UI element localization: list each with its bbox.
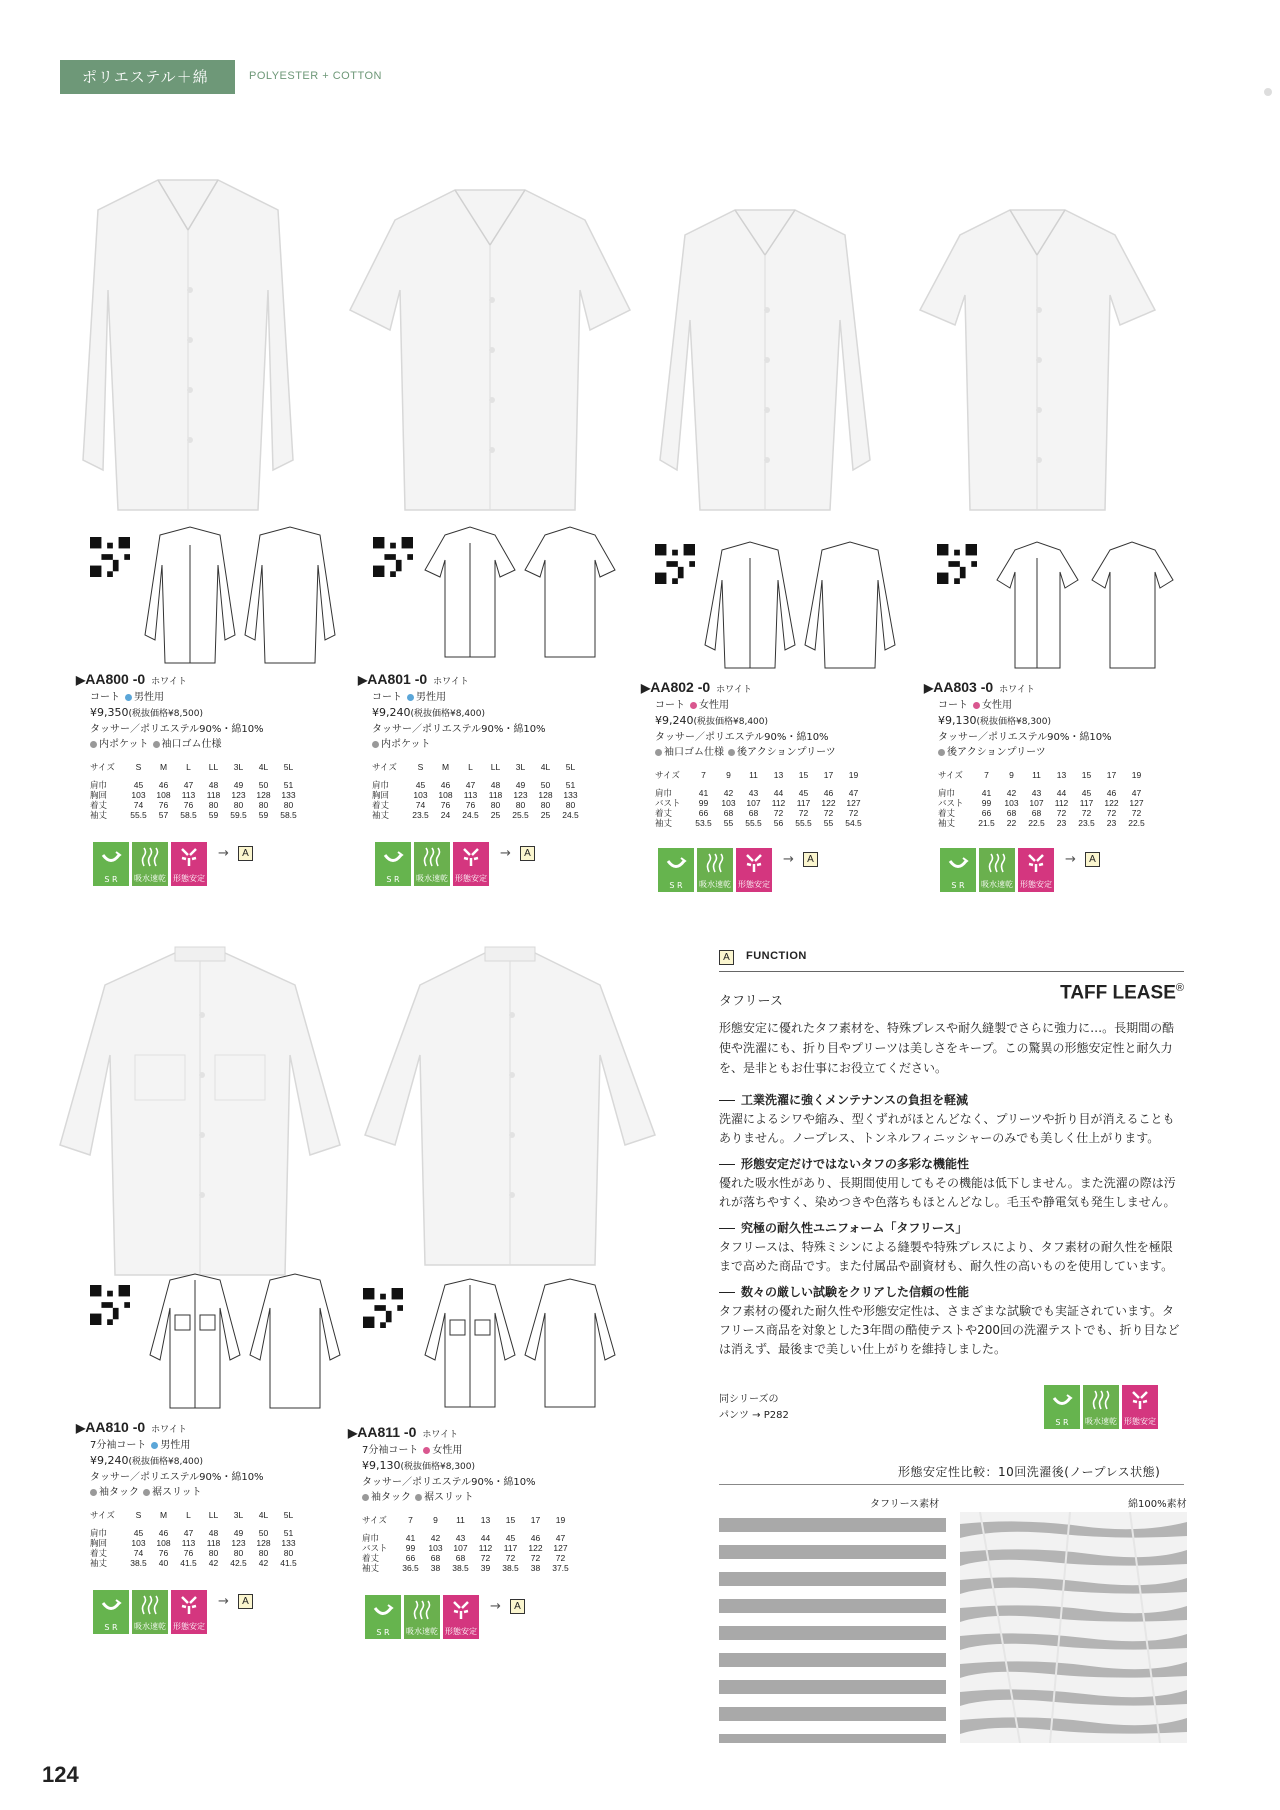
sr-badge: S R <box>93 842 129 886</box>
shape-stable-icon <box>743 852 765 874</box>
sr-curve-icon <box>100 1594 122 1616</box>
category-band: ポリエステル＋綿 <box>60 60 235 94</box>
function-title: タフリース TAFF LEASE® <box>719 982 1184 1009</box>
shape-stable-badge: 形態安定 <box>171 842 207 886</box>
qr-code-icon[interactable] <box>655 544 695 584</box>
water-wave-icon <box>704 852 726 874</box>
function-badges: S R 吸水速乾 形態安定 → A <box>93 842 263 886</box>
product-info-aa802: ▶AA802 -0 ホワイト コート 女性用 ¥9,240(税抜価格¥8,400) タッサー／ポリエステル90%・綿10% 袖口ゴム仕様 後アクションプリーツ サイズ 7 9 11 13 15 17 19 肩巾 41 42 43 44 45 46 47 バスト 99 103 107 112 117 122 127 着丈 66 68 68 72 72 72 72 袖丈 53.5 55 55.5 56 55.5 55 54.5 <box>641 678 871 828</box>
water-absorb-badge: 吸水速乾 <box>1083 1385 1119 1429</box>
function-section: 工業洗濯に強くメンテナンスの負担を軽減 洗濯によるシワや縮み、型くずれがほとんどなく、プリーツや折り目が消えることもありません。ノープレス、トンネルフィニッシャーのみでも美しく仕上がります。 <box>719 1093 1175 1145</box>
tech-drawing-aa810 <box>145 1270 345 1410</box>
water-absorb-badge: 吸水速乾 <box>979 848 1015 892</box>
product-code: ▶AA810 -0 ホワイト <box>76 1419 187 1435</box>
comparison-label-left: タフリース素材 <box>870 1499 940 1510</box>
shape-stable-icon <box>1129 1389 1151 1411</box>
function-panel <box>719 948 1184 1359</box>
product-info-aa801: ▶AA801 -0 ホワイト コート 男性用 ¥9,240(税抜価格¥8,400) タッサー／ポリエステル90%・綿10% 内ポケット サイズ S M L LL 3L 4L 5L 肩巾 45 46 47 48 49 50 51 胸回 103 108 113 118 123 128 133 着丈 74 76 76 80 80 80 80 袖丈 23.5 24 24.5 25 25.5 25 24.5 <box>358 670 588 820</box>
water-wave-icon <box>139 846 161 868</box>
sr-badge: S R <box>93 1590 129 1634</box>
sr-curve-icon <box>372 1599 394 1621</box>
shape-stable-icon <box>178 1594 200 1616</box>
water-absorb-badge: 吸水速乾 <box>132 842 168 886</box>
series-link[interactable]: 同シリーズの パンツ → P282 <box>719 1394 789 1421</box>
product-code: ▶AA802 -0 ホワイト <box>641 679 752 695</box>
product-photo-aa811 <box>360 945 660 1275</box>
comparison-title: 形態安定性比較：10回洗濯後(ノープレス状態) <box>898 1465 1161 1479</box>
product-photo-aa803 <box>915 200 1160 520</box>
sr-badge: S R <box>658 848 694 892</box>
function-badges: S R 吸水速乾 形態安定 → A <box>658 848 828 892</box>
product-code: ▶AA801 -0 ホワイト <box>358 671 469 687</box>
water-wave-icon <box>139 1594 161 1616</box>
sr-curve-icon <box>947 852 969 874</box>
sr-badge: S R <box>375 842 411 886</box>
water-wave-icon <box>411 1599 433 1621</box>
category-english: POLYESTER + COTTON <box>249 70 382 82</box>
tech-drawing-aa802 <box>700 540 900 670</box>
size-table: サイズ S M L LL 3L 4L 5L 肩巾 45 46 47 48 49 50 51 胸回 103 108 113 118 123 128 133 着丈 74 76 76 80 80 80 80 袖丈 55.5 57 58.5 59 59.5 59 58.5 <box>90 762 297 820</box>
fabric-swatch-taff <box>719 1512 946 1743</box>
shape-stable-icon <box>450 1599 472 1621</box>
shape-stable-badge: 形態安定 <box>453 842 489 886</box>
qr-code-icon[interactable] <box>90 537 130 577</box>
sr-curve-icon <box>665 852 687 874</box>
sr-curve-icon <box>1051 1389 1073 1411</box>
shape-stable-badge: 形態安定 <box>443 1595 479 1639</box>
function-intro: 形態安定に優れたタフ素材を、特殊プレスや耐久縫製でさらに強力に…。長期間の酷使や洗濯にも、折り目やプリーツは美しさをキープ。この驚異の形態安定性と耐久力を、是非ともお仕事にお役立てください。 <box>719 1021 1175 1075</box>
product-photo-aa801 <box>345 180 635 520</box>
sr-badge: S R <box>940 848 976 892</box>
fabric-swatch-cotton <box>960 1512 1187 1743</box>
sr-curve-icon <box>100 846 122 868</box>
water-wave-icon <box>1090 1389 1112 1411</box>
water-wave-icon <box>986 852 1008 874</box>
water-absorb-badge: 吸水速乾 <box>132 1590 168 1634</box>
water-wave-icon <box>421 846 443 868</box>
shape-stable-icon <box>460 846 482 868</box>
water-absorb-badge: 吸水速乾 <box>414 842 450 886</box>
product-info-aa810: ▶AA810 -0 ホワイト 7分袖コート 男性用 ¥9,240(税抜価格¥8,400) タッサー／ポリエステル90%・綿10% 袖タック 裾スリット サイズ S M L LL 3L 4L 5L 肩巾 45 46 47 48 49 50 51 胸回 103 108 113 118 123 128 133 着丈 74 76 76 80 80 80 80 袖丈 38.5 40 41.5 42 42.5 42 41.5 <box>76 1418 306 1568</box>
shape-stable-badge: 形態安定 <box>1122 1385 1158 1429</box>
function-section: 形態安定だけではないタフの多彩な機能性 優れた吸水性があり、長期間使用してもその機能は低下しません。また洗濯の際は汚れが落ちやすく、染めつきや色落ちもほとんどなし。毛玉や静電気も発生しません。 <box>719 1157 1176 1209</box>
size-table: サイズ S M L LL 3L 4L 5L 肩巾 45 46 47 48 49 50 51 胸回 103 108 113 118 123 128 133 着丈 74 76 76 80 80 80 80 袖丈 38.5 40 41.5 42 42.5 42 41.5 <box>90 1510 297 1568</box>
page-number: 124 <box>42 1762 79 1787</box>
product-photo-aa800 <box>78 170 298 520</box>
tech-drawing-aa803 <box>990 540 1180 670</box>
product-photo-aa810 <box>55 945 345 1285</box>
tech-drawing-aa800 <box>140 525 340 665</box>
size-table: サイズ 7 9 11 13 15 17 19 肩巾 41 42 43 44 45 46 47 バスト 99 103 107 112 117 122 127 着丈 66 68 68 72 72 72 72 袖丈 36.5 38 38.5 39 38.5 38 37.5 <box>362 1515 569 1573</box>
function-badges: S R 吸水速乾 形態安定 → A <box>375 842 545 886</box>
qr-code-icon[interactable] <box>937 544 977 584</box>
function-badges: S R 吸水速乾 形態安定 → A <box>940 848 1110 892</box>
function-header: A FUNCTION <box>719 948 1184 972</box>
size-table: サイズ S M L LL 3L 4L 5L 肩巾 45 46 47 48 49 50 51 胸回 103 108 113 118 123 128 133 着丈 74 76 76 80 80 80 80 袖丈 23.5 24 24.5 25 25.5 25 24.5 <box>372 762 579 820</box>
qr-code-icon[interactable] <box>90 1285 130 1325</box>
tech-drawing-aa801 <box>420 525 620 660</box>
water-absorb-badge: 吸水速乾 <box>697 848 733 892</box>
qr-code-icon[interactable] <box>363 1288 403 1328</box>
shape-stable-badge: 形態安定 <box>736 848 772 892</box>
product-info-aa811: ▶AA811 -0 ホワイト 7分袖コート 女性用 ¥9,130(税抜価格¥8,300) タッサー／ポリエステル90%・綿10% 袖タック 裾スリット サイズ 7 9 11 13 15 17 19 肩巾 41 42 43 44 45 46 47 バスト 99 103 107 112 117 122 127 着丈 66 68 68 72 72 72 72 袖丈 36.5 38 38.5 39 38.5 38 37.5 <box>348 1423 578 1573</box>
shape-stable-icon <box>1025 852 1047 874</box>
sr-badge: S R <box>365 1595 401 1639</box>
corner-mark <box>1264 88 1272 96</box>
product-info-aa803: ▶AA803 -0 ホワイト コート 女性用 ¥9,130(税抜価格¥8,300) タッサー／ポリエステル90%・綿10% 後アクションプリーツ サイズ 7 9 11 13 15 17 19 肩巾 41 42 43 44 45 46 47 バスト 99 103 107 112 117 122 127 着丈 66 68 68 72 72 72 72 袖丈 21.5 22 22.5 23 23.5 23 22.5 <box>924 678 1154 828</box>
product-code: ▶AA803 -0 ホワイト <box>924 679 1035 695</box>
function-badges: S R 吸水速乾 形態安定 → A <box>365 1595 535 1639</box>
tech-drawing-aa811 <box>420 1275 620 1410</box>
function-section: 究極の耐久性ユニフォーム「タフリース」 タフリースは、特殊ミシンによる縫製や特殊プレスにより、タフ素材の耐久性を極限まで高めた商品です。また付属品や副資材も、耐久性の高いものを使用しています。 <box>719 1221 1174 1273</box>
shape-stable-icon <box>178 846 200 868</box>
size-table: サイズ 7 9 11 13 15 17 19 肩巾 41 42 43 44 45 46 47 バスト 99 103 107 112 117 122 127 着丈 66 68 68 72 72 72 72 袖丈 21.5 22 22.5 23 23.5 23 22.5 <box>938 770 1145 828</box>
sr-badge: S R <box>1044 1385 1080 1429</box>
product-code: ▶AA800 -0 ホワイト <box>76 671 187 687</box>
comparison-label-right: 綿100%素材 <box>1128 1499 1187 1510</box>
size-table: サイズ 7 9 11 13 15 17 19 肩巾 41 42 43 44 45 46 47 バスト 99 103 107 112 117 122 127 着丈 66 68 68 72 72 72 72 袖丈 53.5 55 55.5 56 55.5 55 54.5 <box>655 770 862 828</box>
shape-stable-badge: 形態安定 <box>171 1590 207 1634</box>
product-code: ▶AA811 -0 ホワイト <box>348 1424 459 1440</box>
function-badges-summary <box>1044 1385 1164 1429</box>
divider <box>719 1484 1184 1485</box>
sr-curve-icon <box>382 846 404 868</box>
product-photo-aa802 <box>655 200 875 520</box>
shape-stable-badge: 形態安定 <box>1018 848 1054 892</box>
qr-code-icon[interactable] <box>373 537 413 577</box>
water-absorb-badge: 吸水速乾 <box>404 1595 440 1639</box>
function-section: 数々の厳しい試験をクリアした信頼の性能 タフ素材の優れた耐久性や形態安定性は、さまざまな試験でも実証されています。タフリース商品を対象とした3年間の酷使テストや200回の洗濯テストでも、折り目などは消えず、最後まで美しい仕上がりを維持しました。 <box>719 1285 1180 1356</box>
product-info-aa800: ▶AA800 -0 ホワイト コート 男性用 ¥9,350(税抜価格¥8,500) タッサー／ポリエステル90%・綿10% 内ポケット 袖口ゴム仕様 サイズ S M L LL 3L 4L 5L 肩巾 45 46 47 48 49 50 51 胸回 103 108 113 118 123 128 133 着丈 74 76 76 80 80 80 80 袖丈 55.5 57 58.5 59 59.5 59 58.5 <box>76 670 306 820</box>
function-badges: S R 吸水速乾 形態安定 → A <box>93 1590 263 1634</box>
